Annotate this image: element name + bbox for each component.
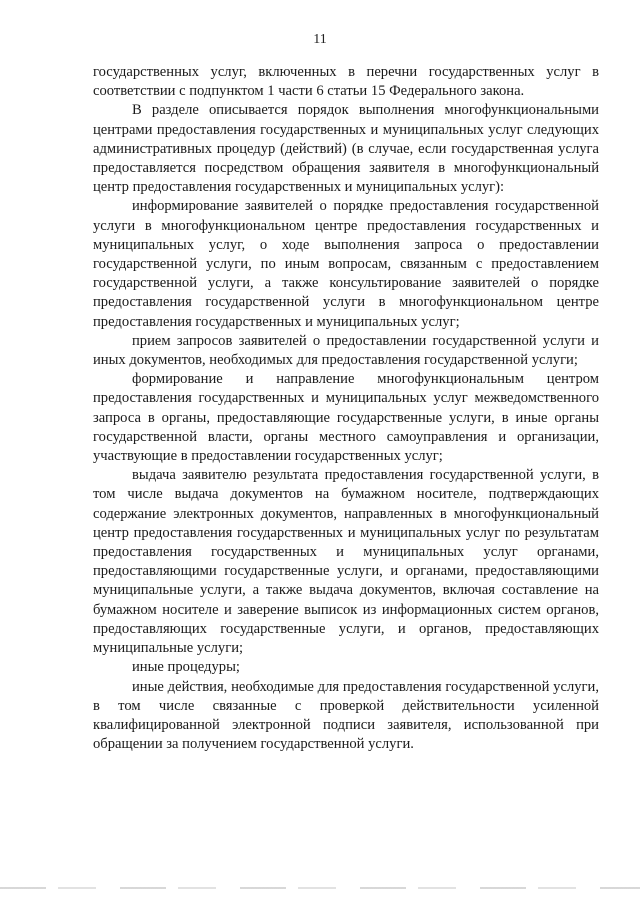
page-number: 11 [313, 32, 327, 47]
paragraph-other-actions: иные действия, необходимые для предоставления государственной услуги, в том числе связанные с проверкой действительности усиленной квалифицированной электронной подписи заявителя, использованной при обращении за получением государственной услуги. [93, 678, 599, 753]
paragraph-result-issuance: выдача заявителю результата предоставления государственной услуги, в том числе выдача документов на бумажном носителе, подтверждающих содержание электронных документов, направленных в многофункциональный центр предоставления государственных и муниципальных услуг по результатам предоставления государственных и муниципальных услуг органами, предоставляющими государственные услуги, и органами, предоставляющими муниципальные услуги, а также выдача документов, включая составление на бумажном носителе и заверение выписок из информационных систем органов, предоставляющих государственные услуги, и органов, предоставляющих муниципальные услуги; [93, 467, 599, 657]
paragraph-other-procedures: иные процедуры; [132, 659, 240, 676]
paragraph-request-intake: прием запросов заявителей о предоставлении государственной услуги и иных документов, необходимых для предоставления государственной услуги; [93, 332, 599, 369]
paragraph-section-description: В разделе описывается порядок выполнения многофункциональными центрами предоставления государственных и муниципальных услуг следующих административных процедур (действий) (в случае, если государственная услуга предоставляется посредством обращения заявителя в многофункциональный центр предоставления государственных и муниципальных услуг): [93, 102, 599, 196]
paragraph-informing: информирование заявителей о порядке предоставления государственной услуги в многофункциональном центре предоставления государственных и муниципальных услуг, о ходе выполнения запроса о предоставлении государственной услуги, по иным вопросам, связанным с предоставлением государственной услуги, а также консультирование заявителей о порядке предоставления государственной услуги в многофункциональном центре предоставления государственных и муниципальных услуг; [93, 198, 599, 330]
scan-artifact-line [0, 887, 640, 889]
paragraph-continuation: государственных услуг, включенных в перечни государственных услуг в соответствии с подпунктом 1 части 6 статьи 15 Федерального закона. [93, 64, 599, 100]
document-body [93, 63, 599, 754]
paragraph-interagency-request: формирование и направление многофункциональным центром предоставления государственных и муниципальных услуг межведомственного запроса в органы, предоставляющие государственные услуги, в иные органы государственной власти, органы местного самоуправления и организации, участвующие в предоставлении государственных услуг; [93, 371, 599, 465]
